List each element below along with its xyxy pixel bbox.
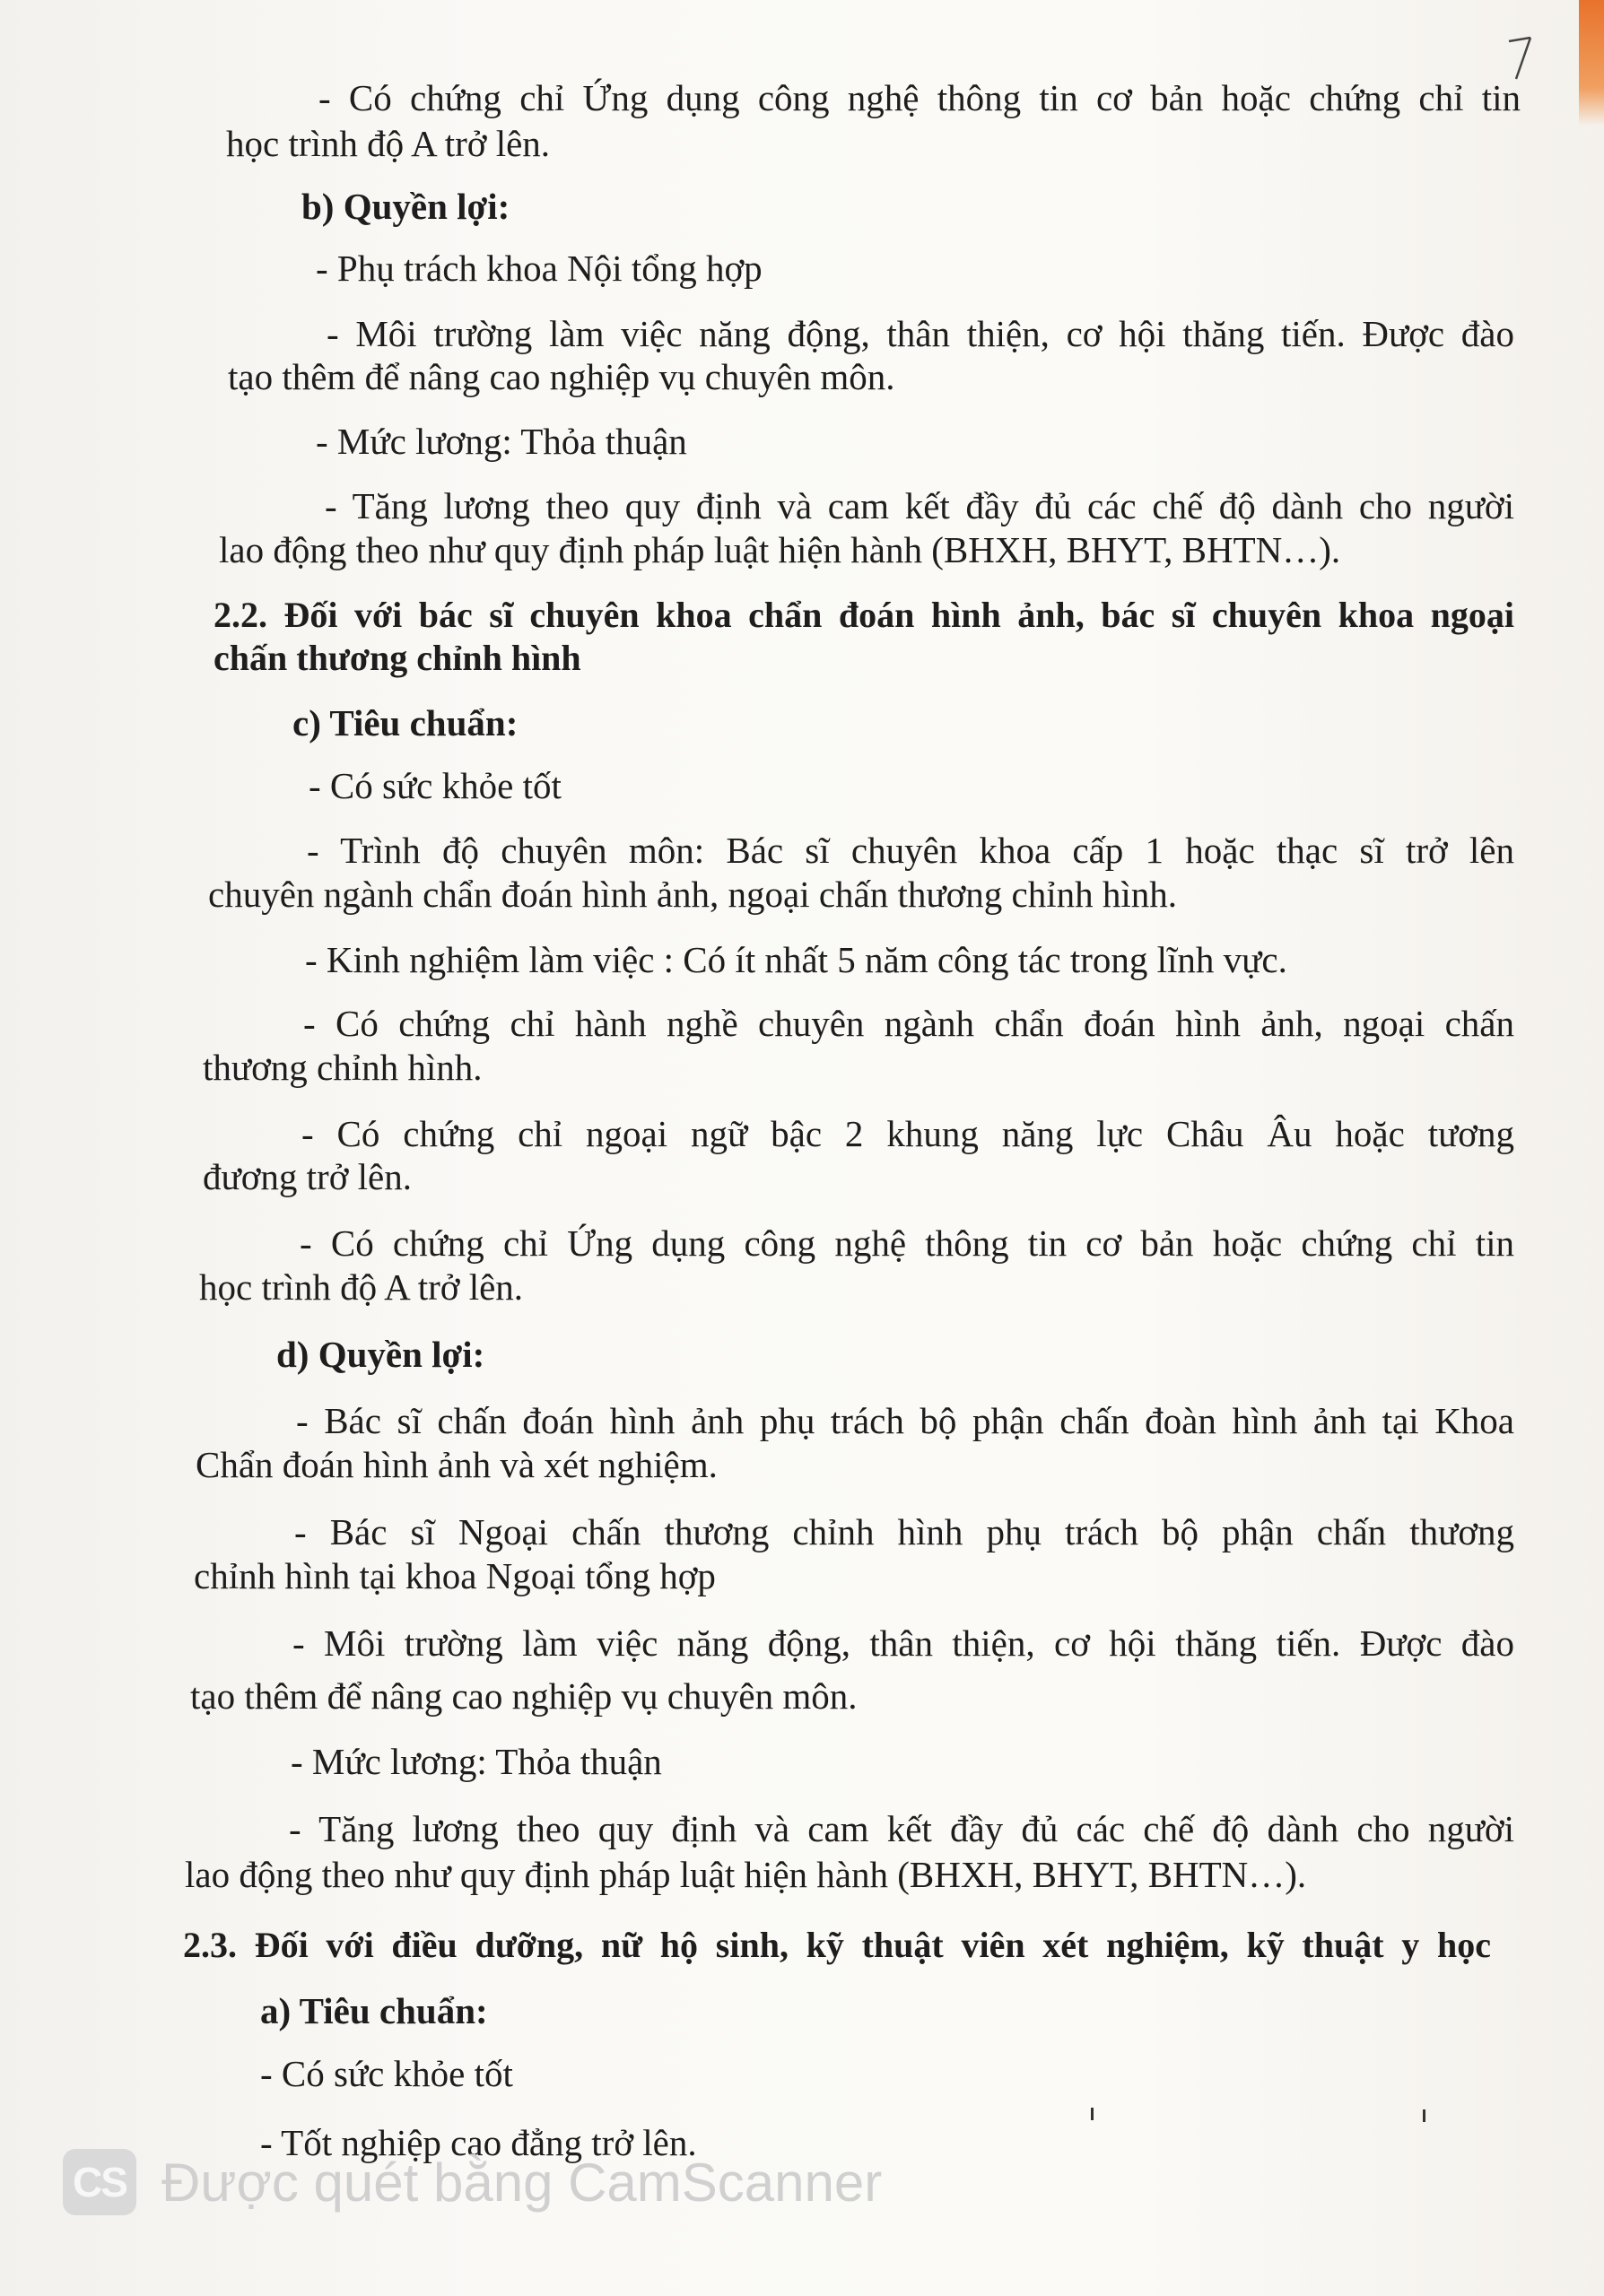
section-heading-2-2: 2.2. Đối với bác sĩ chuyên khoa chẩn đoán hình ảnh, bác sĩ chuyên khoa ngoại [214,595,1514,635]
text-line: - Có chứng chỉ Ứng dụng công nghệ thông tin cơ bản hoặc chứng chỉ tin [318,77,1521,118]
text-line: - Có sức khỏe tốt [260,2053,513,2094]
text-line: - Mức lương: Thỏa thuận [291,1741,662,1782]
text-line: đương trở lên. [203,1156,412,1197]
text-line: chuyên ngành chẩn đoán hình ảnh, ngoại chấn thương chỉnh hình. [208,874,1178,915]
text-line: học trình độ A trở lên. [199,1266,524,1308]
text-line: - Môi trường làm việc năng động, thân thiện, cơ hội thăng tiến. Được đào [327,313,1514,354]
text-line: - Có chứng chỉ hành nghề chuyên ngành chẩn đoán hình ảnh, ngoại chấn [303,1003,1514,1044]
section-heading-2-3: 2.3. Đối với điều dưỡng, nữ hộ sinh, kỹ thuật viên xét nghiệm, kỹ thuật y học [183,1925,1491,1965]
text-line: - Tăng lương theo quy định và cam kết đầy đủ các chế độ dành cho người [289,1808,1514,1849]
subheading-criteria-c: c) Tiêu chuẩn: [292,702,519,744]
text-line: - Phụ trách khoa Nội tổng hợp [316,248,763,289]
text-line: lao động theo như quy định pháp luật hiện hành (BHXH, BHYT, BHTN…). [219,529,1341,570]
text-line: chỉnh hình tại khoa Ngoại tổng hợp [194,1555,716,1596]
text-line: - Có chứng chỉ Ứng dụng công nghệ thông tin cơ bản hoặc chứng chỉ tin [300,1222,1514,1264]
text-line: - Bác sĩ chấn đoán hình ảnh phụ trách bộ phận chấn đoàn hình ảnh tại Khoa [296,1400,1514,1441]
text-line: tạo thêm để nâng cao nghiệp vụ chuyên môn. [228,356,895,397]
text-line: thương chỉnh hình. [203,1047,483,1088]
text-line: - Tăng lương theo quy định và cam kết đầy đủ các chế độ dành cho người [325,485,1514,526]
subheading-benefits-b: b) Quyền lợi: [301,186,510,227]
text-line: Chẩn đoán hình ảnh và xét nghiệm. [196,1444,718,1485]
text-line: - Bác sĩ Ngoại chấn thương chỉnh hình phụ trách bộ phận chấn thương [294,1511,1514,1552]
camscanner-watermark [63,2146,882,2218]
camscanner-logo: CS [63,2149,136,2215]
text-line: - Có chứng chỉ ngoại ngữ bậc 2 khung năng lực Châu Âu hoặc tương [301,1113,1514,1154]
page-edge-shadow [1579,0,1604,126]
text-line: lao động theo như quy định pháp luật hiện hành (BHXH, BHYT, BHTN…). [185,1854,1307,1895]
camscanner-text: Được quét bằng CamScanner [161,2152,883,2213]
text-line: học trình độ A trở lên. [226,123,551,164]
scan-speck [1091,2108,1094,2120]
text-line: - Trình độ chuyên môn: Bác sĩ chuyên khoa cấp 1 hoặc thạc sĩ trở lên [307,830,1514,871]
subheading-criteria-a: a) Tiêu chuẩn: [260,1990,488,2031]
text-line: - Tốt nghiệp cao đẳng trở lên. [260,2122,697,2163]
scan-speck [1423,2109,1425,2122]
text-line: - Kinh nghiệm làm việc : Có ít nhất 5 năm công tác trong lĩnh vực. [305,939,1287,980]
section-heading-2-2-cont: chấn thương chỉnh hình [214,638,581,678]
text-line: - Môi trường làm việc năng động, thân thiện, cơ hội thăng tiến. Được đào [292,1622,1514,1664]
subheading-benefits-d: d) Quyền lợi: [276,1334,485,1375]
text-line: - Có sức khỏe tốt [309,765,562,806]
text-line: tạo thêm để nâng cao nghiệp vụ chuyên môn. [190,1675,858,1717]
text-line: - Mức lương: Thỏa thuận [316,421,687,462]
